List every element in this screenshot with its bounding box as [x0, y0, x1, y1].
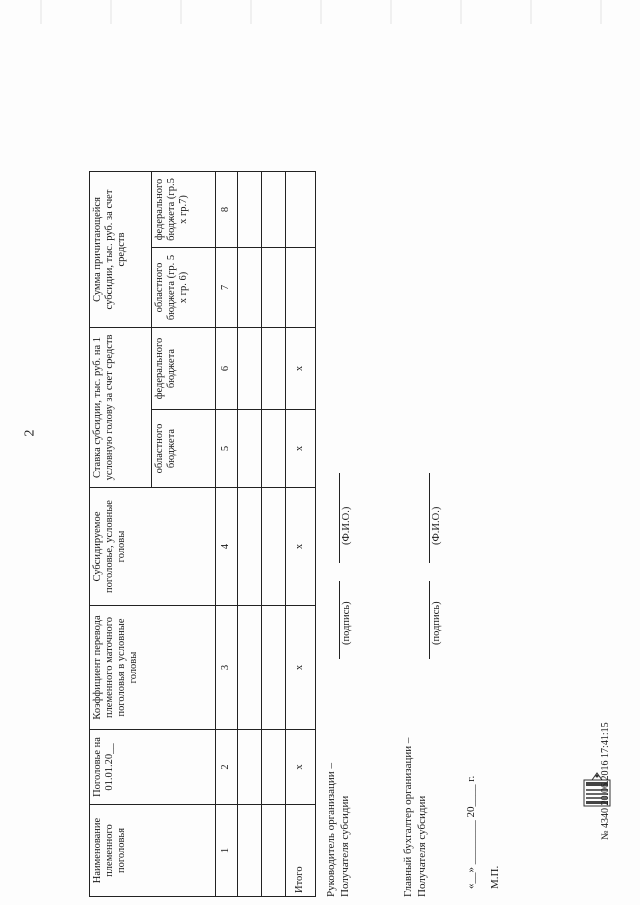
head-name-line	[339, 473, 340, 563]
empty-data-row	[238, 172, 262, 897]
table-cell	[238, 328, 262, 410]
accountant-title-line2: Получателя субсидии	[415, 795, 428, 897]
head-title-line2: Получателя субсидии	[338, 795, 351, 897]
total-cell	[286, 172, 316, 248]
column-number: 6	[216, 328, 238, 410]
total-cell: х	[286, 730, 316, 805]
table-cell	[262, 410, 286, 488]
table-cell	[238, 805, 262, 897]
accountant-name-line	[429, 473, 430, 563]
subsidy-table	[89, 171, 316, 897]
table-cell	[262, 805, 286, 897]
total-cell	[286, 248, 316, 328]
header-livestock-count: Поголовье на 01.01.20__	[90, 730, 216, 805]
column-number-row	[216, 172, 238, 897]
header-federal-amount: федерального бюджета (гр.5 х гр.7)	[152, 172, 216, 248]
total-cell: х	[286, 488, 316, 606]
header-subsidy-rate-group: Ставка субсидии, тыс. руб. на 1 условную голову за счет средств	[90, 328, 152, 488]
accountant-title-line1: Главный бухгалтер организации –	[402, 737, 414, 897]
header-federal-rate: федерального бюджета	[152, 328, 216, 410]
total-label: Итого	[286, 805, 316, 897]
column-number: 5	[216, 410, 238, 488]
table-cell	[262, 172, 286, 248]
table-cell	[238, 248, 262, 328]
stamp-place-label: М.П.	[489, 865, 501, 889]
table-cell	[262, 248, 286, 328]
head-signature-line	[339, 581, 340, 659]
head-name-caption: (Ф.И.О.)	[341, 506, 352, 545]
table-cell	[238, 410, 262, 488]
date-line: «__» ________ 20____ г.	[465, 775, 477, 889]
total-cell: х	[286, 606, 316, 730]
header-subsidized-livestock: Субсидируемое поголовье, условные головы	[90, 488, 216, 606]
header-subsidy-amount-group: Сумма причитающейся субсидии, тыс. руб. за счет средств	[90, 172, 152, 328]
head-signature-caption: (подпись)	[341, 601, 352, 645]
header-regional-amount: областного бюджета (гр. 5 х гр. 6)	[152, 248, 216, 328]
total-row	[286, 172, 316, 897]
table-cell	[262, 488, 286, 606]
scan-edge-noise	[0, 0, 640, 24]
table-cell	[238, 606, 262, 730]
header-conversion-coefficient: Коэффициент перевода племенного маточного поголовья в условные головы	[90, 606, 216, 730]
table-cell	[238, 488, 262, 606]
column-number: 8	[216, 172, 238, 248]
rotated-content	[89, 75, 635, 897]
accountant-name-caption: (Ф.И.О.)	[431, 506, 442, 545]
table-cell	[262, 606, 286, 730]
table-cell	[238, 172, 262, 248]
total-cell: х	[286, 328, 316, 410]
page-number: 2	[22, 429, 38, 437]
column-number: 7	[216, 248, 238, 328]
empty-data-row	[262, 172, 286, 897]
header-regional-rate: областного бюджета	[152, 410, 216, 488]
accountant-signature-line	[429, 581, 430, 659]
column-number: 4	[216, 488, 238, 606]
table-cell	[262, 730, 286, 805]
head-signature-title	[325, 763, 353, 897]
table-cell	[238, 730, 262, 805]
total-cell: х	[286, 410, 316, 488]
accountant-signature-title	[402, 738, 430, 897]
head-title-line1: Руководитель организации –	[325, 763, 337, 897]
column-number: 3	[216, 606, 238, 730]
accountant-signature-caption: (подпись)	[431, 601, 442, 645]
column-number: 2	[216, 730, 238, 805]
registration-number: № 4340 20.06.2016 17:41:15	[600, 722, 611, 840]
header-breed-name: Наименование племенного поголовья	[90, 805, 216, 897]
column-number: 1	[216, 805, 238, 897]
table-cell	[262, 328, 286, 410]
